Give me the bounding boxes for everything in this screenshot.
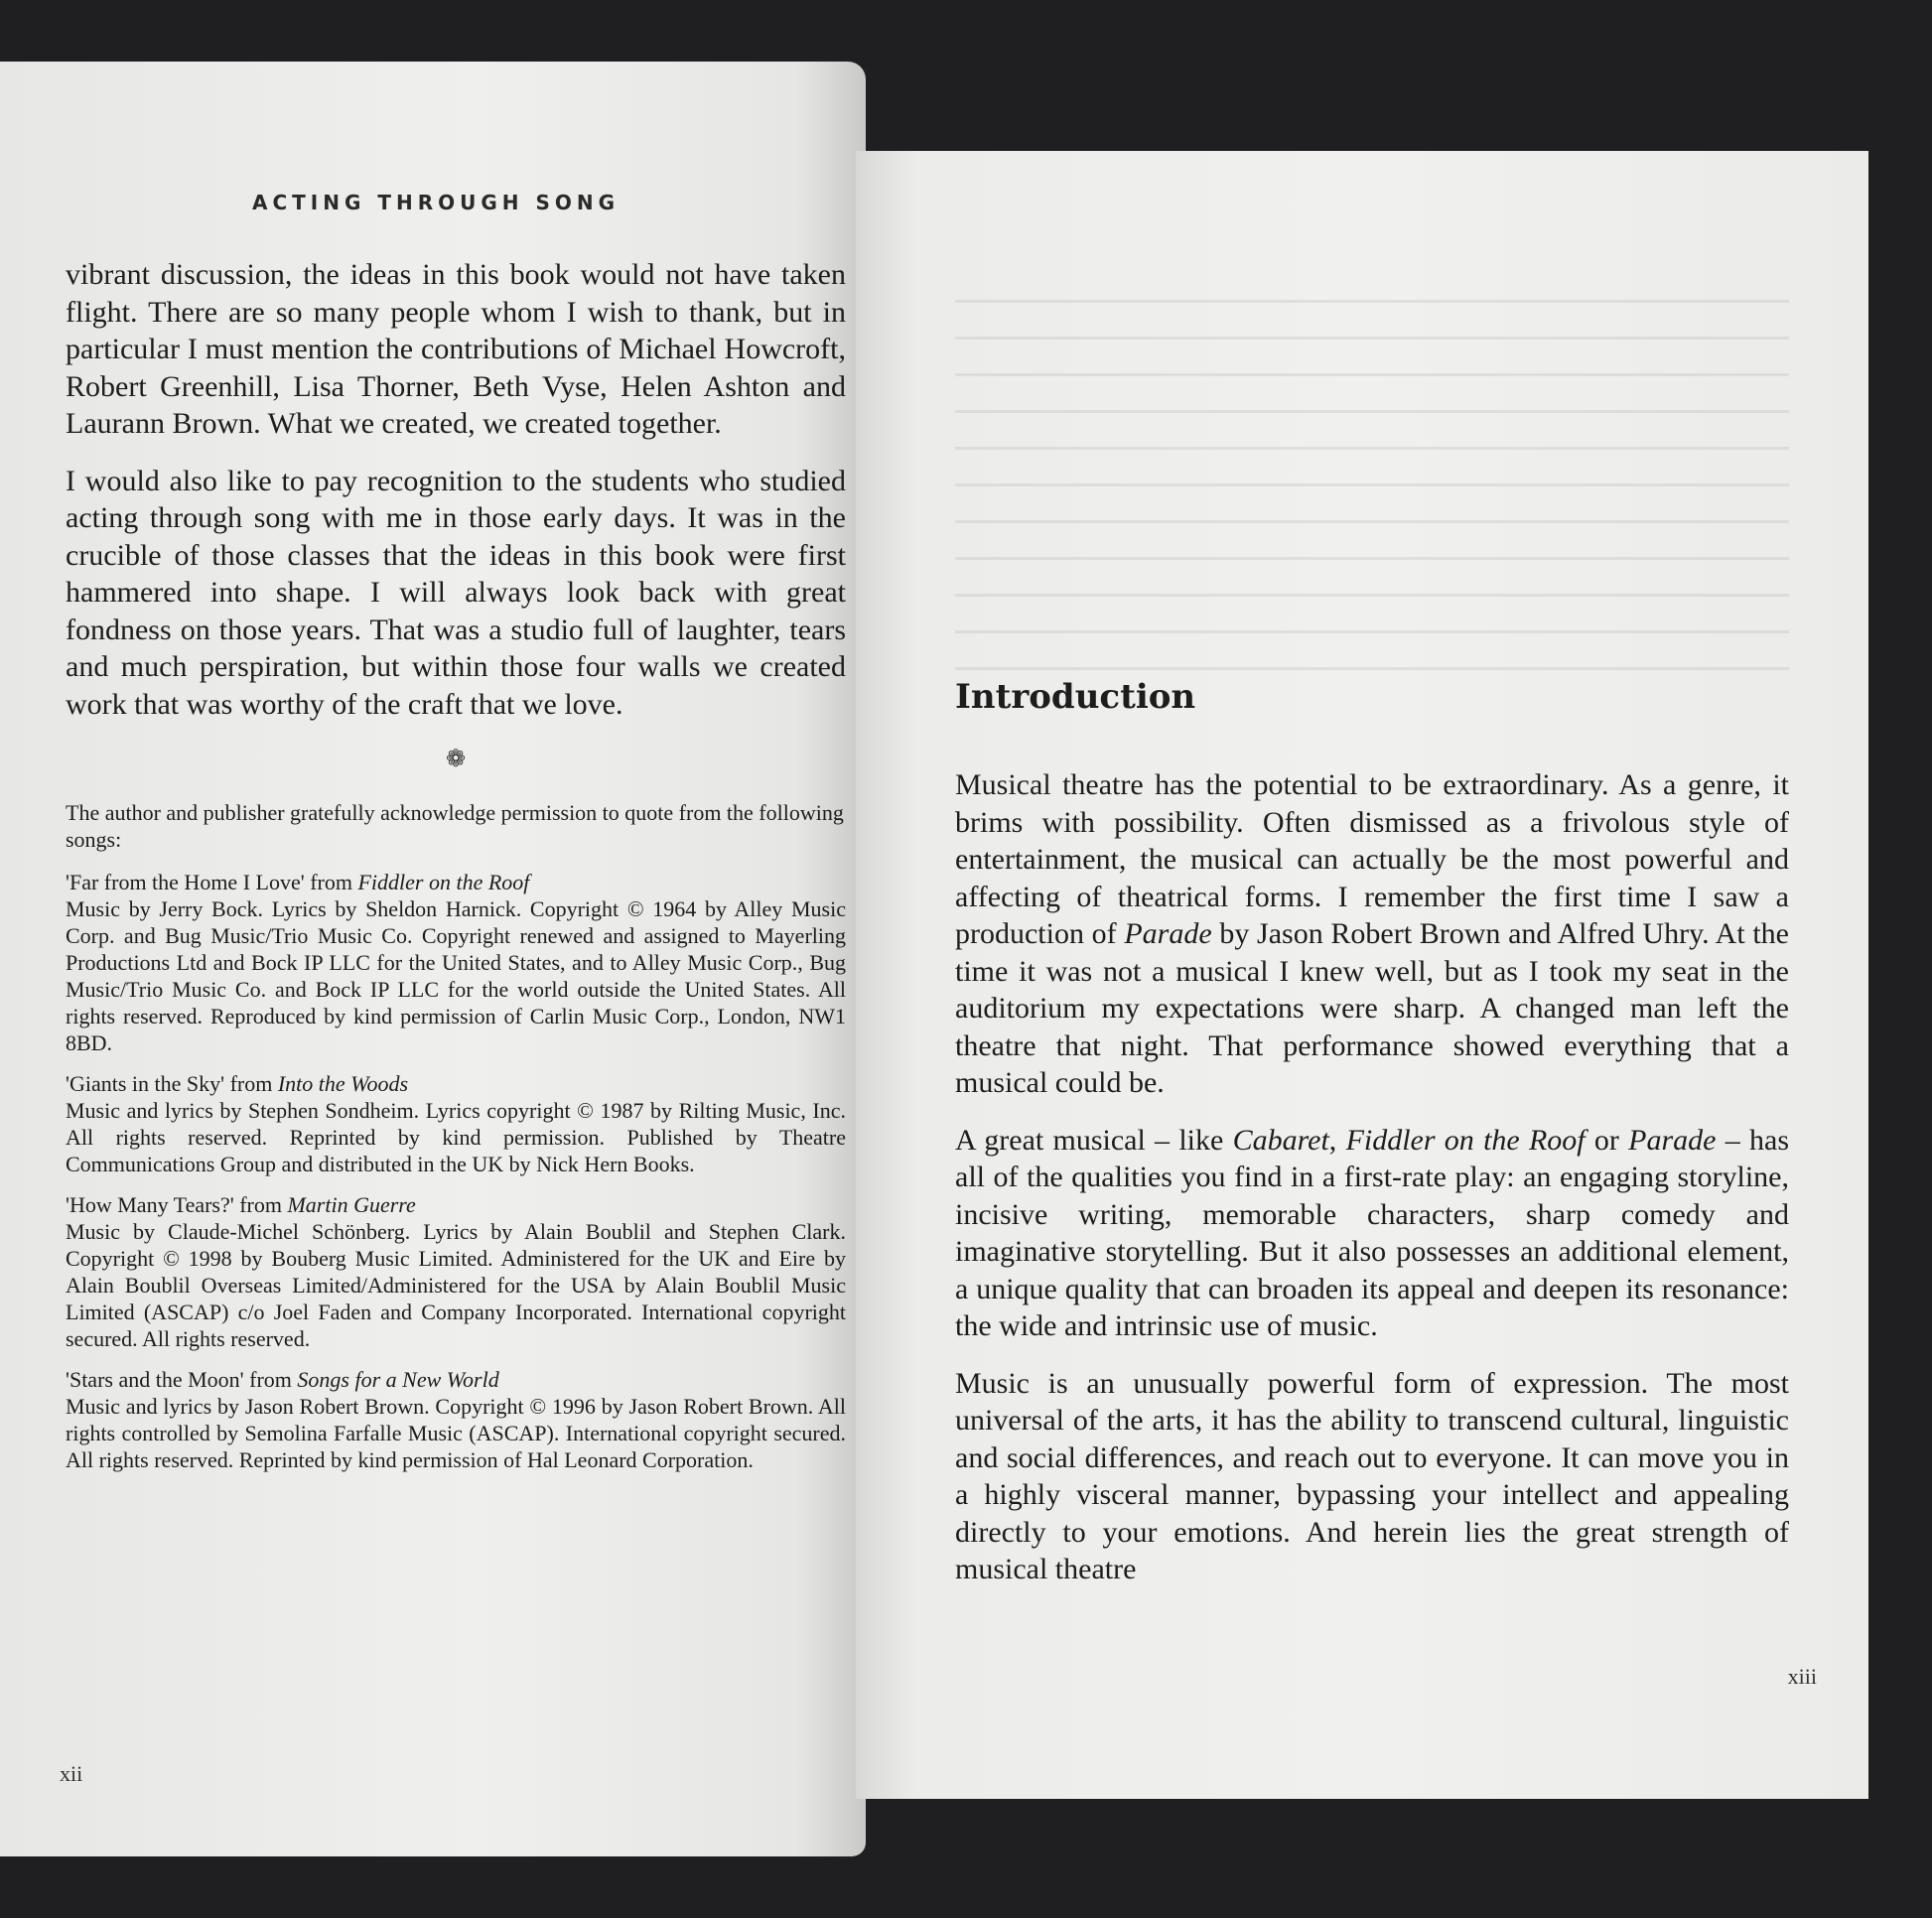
body-paragraph: vibrant discussion, the ideas in this book would not have taken flight. There are so many people whom I wish to thank, but in particular I must mention the contributions of Michael Howcroft, Robert Greenhill, Lisa Thorner, Beth Vyse, Helen Ashton and Laurann Brown. What we created, we created together. xyxy=(66,258,846,440)
text-run: by Jason Robert Brown and Alfred Uhry. At the time it was not a musical I knew well, but as I took my seat in the auditorium my expectations were sharp. A changed man left the theatre that night. That performance showed everything that a musical could be. xyxy=(955,917,1789,1099)
song-credit xyxy=(66,1191,846,1352)
ornament-icon: ❁ xyxy=(445,747,467,772)
song-credit xyxy=(66,1366,846,1473)
song-title: 'Giants in the Sky' xyxy=(66,1071,225,1096)
page-number: xiii xyxy=(1787,1664,1817,1689)
text-run: or xyxy=(1585,1123,1629,1157)
credit-from: from xyxy=(233,1192,288,1217)
text-run: Musical theatre has the potential to be extraordinary. As a genre, it brims with possibility. Often dismissed as a frivolous style of entertainment, the musical can actually be the most powerful and affecting of theatrical forms. I remember the first time I saw a production of xyxy=(955,768,1789,950)
credit-from: from xyxy=(224,1071,278,1096)
text-run: A great musical – like xyxy=(955,1123,1233,1157)
song-title: 'How Many Tears?' xyxy=(66,1192,234,1217)
show-title: Songs for a New World xyxy=(297,1367,499,1392)
text-run: – has all of the qualities you find in a first-rate play: an engaging storyline, incisive writing, memorable characters, sharp comedy and imaginative storytelling. But it also possesses an additional element, a unique quality that can broaden its appeal and deepen its resonance: the wide and intrinsic use of music. xyxy=(955,1123,1789,1342)
credit-from: from xyxy=(304,870,358,894)
credit-heading xyxy=(66,869,846,895)
show-title: Into the Woods xyxy=(277,1071,409,1096)
left-page xyxy=(0,62,866,1856)
body-paragraph: I would also like to pay recognition to the students who studied acting through song with me in those early days. It was in the crucible of those classes that the ideas in this book were first hammered into shape. I will always look back with great fondness on those years. That was a studio full of laughter, tears and much perspiration, but within those four walls we created work that was worthy of the craft that we love. xyxy=(66,464,846,721)
credit-text: Music and lyrics by Jason Robert Brown. Copyright © 1996 by Jason Robert Brown. All rights controlled by Semolina Farfalle Music (ASCAP). International copyright secured. All rights reserved. Reprinted by kind permission of Hal Leonard Corporation. xyxy=(66,1394,846,1472)
song-title: 'Stars and the Moon' xyxy=(66,1367,244,1392)
song-credit xyxy=(66,869,846,1056)
show-title: Cabaret xyxy=(1232,1123,1329,1157)
show-title: Fiddler on the Roof xyxy=(357,870,530,894)
acknowledgement-intro: The author and publisher gratefully acknowledge permission to quote from the following songs: xyxy=(66,800,844,852)
song-credit xyxy=(66,1070,846,1177)
body-paragraph xyxy=(955,766,1789,1102)
show-title: Fiddler on the Roof xyxy=(1345,1123,1586,1157)
credit-text: Music and lyrics by Stephen Sondheim. Lyrics copyright © 1987 by Rilting Music, Inc. All rights reserved. Reprinted by kind permission. Published by Theatre Communications Group and distributed in the UK by Nick Hern Books. xyxy=(66,1098,846,1176)
show-title: Parade xyxy=(1124,917,1212,950)
show-title: Martin Guerre xyxy=(287,1192,416,1217)
credit-text: Music by Jerry Bock. Lyrics by Sheldon Harnick. Copyright © 1964 by Alley Music Corp. and Bug Music/Trio Music Co. Copyright renewed and assigned to Mayerling Productions Ltd and Bock IP LLC for the United States, and to Alley Music Corp., Bug Music/Trio Music Co. and Bock IP LLC for the world outside the United States. All rights reserved. Reproduced by kind permission of Carlin Music Corp., London, NW1 8BD. xyxy=(66,896,846,1055)
body-paragraph: Music is an unusually powerful form of expression. The most universal of the arts, it has the ability to transcend cultural, linguistic and social differences, and reach out to everyone. It can move you in a highly visceral manner, bypassing your intellect and appealing directly to your emotions. And herein lies the great strength of musical theatre xyxy=(955,1366,1789,1585)
text-run: , xyxy=(1328,1123,1346,1157)
right-page xyxy=(856,151,1868,1799)
running-head: ACTING THROUGH SONG xyxy=(251,191,621,214)
page-number: xii xyxy=(60,1761,83,1786)
credit-text: Music by Claude-Michel Schönberg. Lyrics by Alain Boublil and Stephen Clark. Copyright © 1998 by Bouberg Music Limited. Administered for the UK and Eire by Alain Boublil Overseas Limited/Administered for the USA by Alain Boublil Music Limited (ASCAP) c/o Joel Faden and Company Incorporated. International copyright secured. All rights reserved. xyxy=(66,1219,846,1351)
show-title: Parade xyxy=(1628,1123,1717,1157)
song-title: 'Far from the Home I Love' xyxy=(66,870,305,894)
credit-heading xyxy=(66,1070,846,1097)
credit-from: from xyxy=(243,1367,298,1392)
show-through-text xyxy=(955,300,1789,677)
credit-heading xyxy=(66,1191,846,1218)
chapter-title: Introduction xyxy=(955,677,1196,717)
body-paragraph xyxy=(955,1122,1789,1345)
credit-heading xyxy=(66,1366,846,1393)
